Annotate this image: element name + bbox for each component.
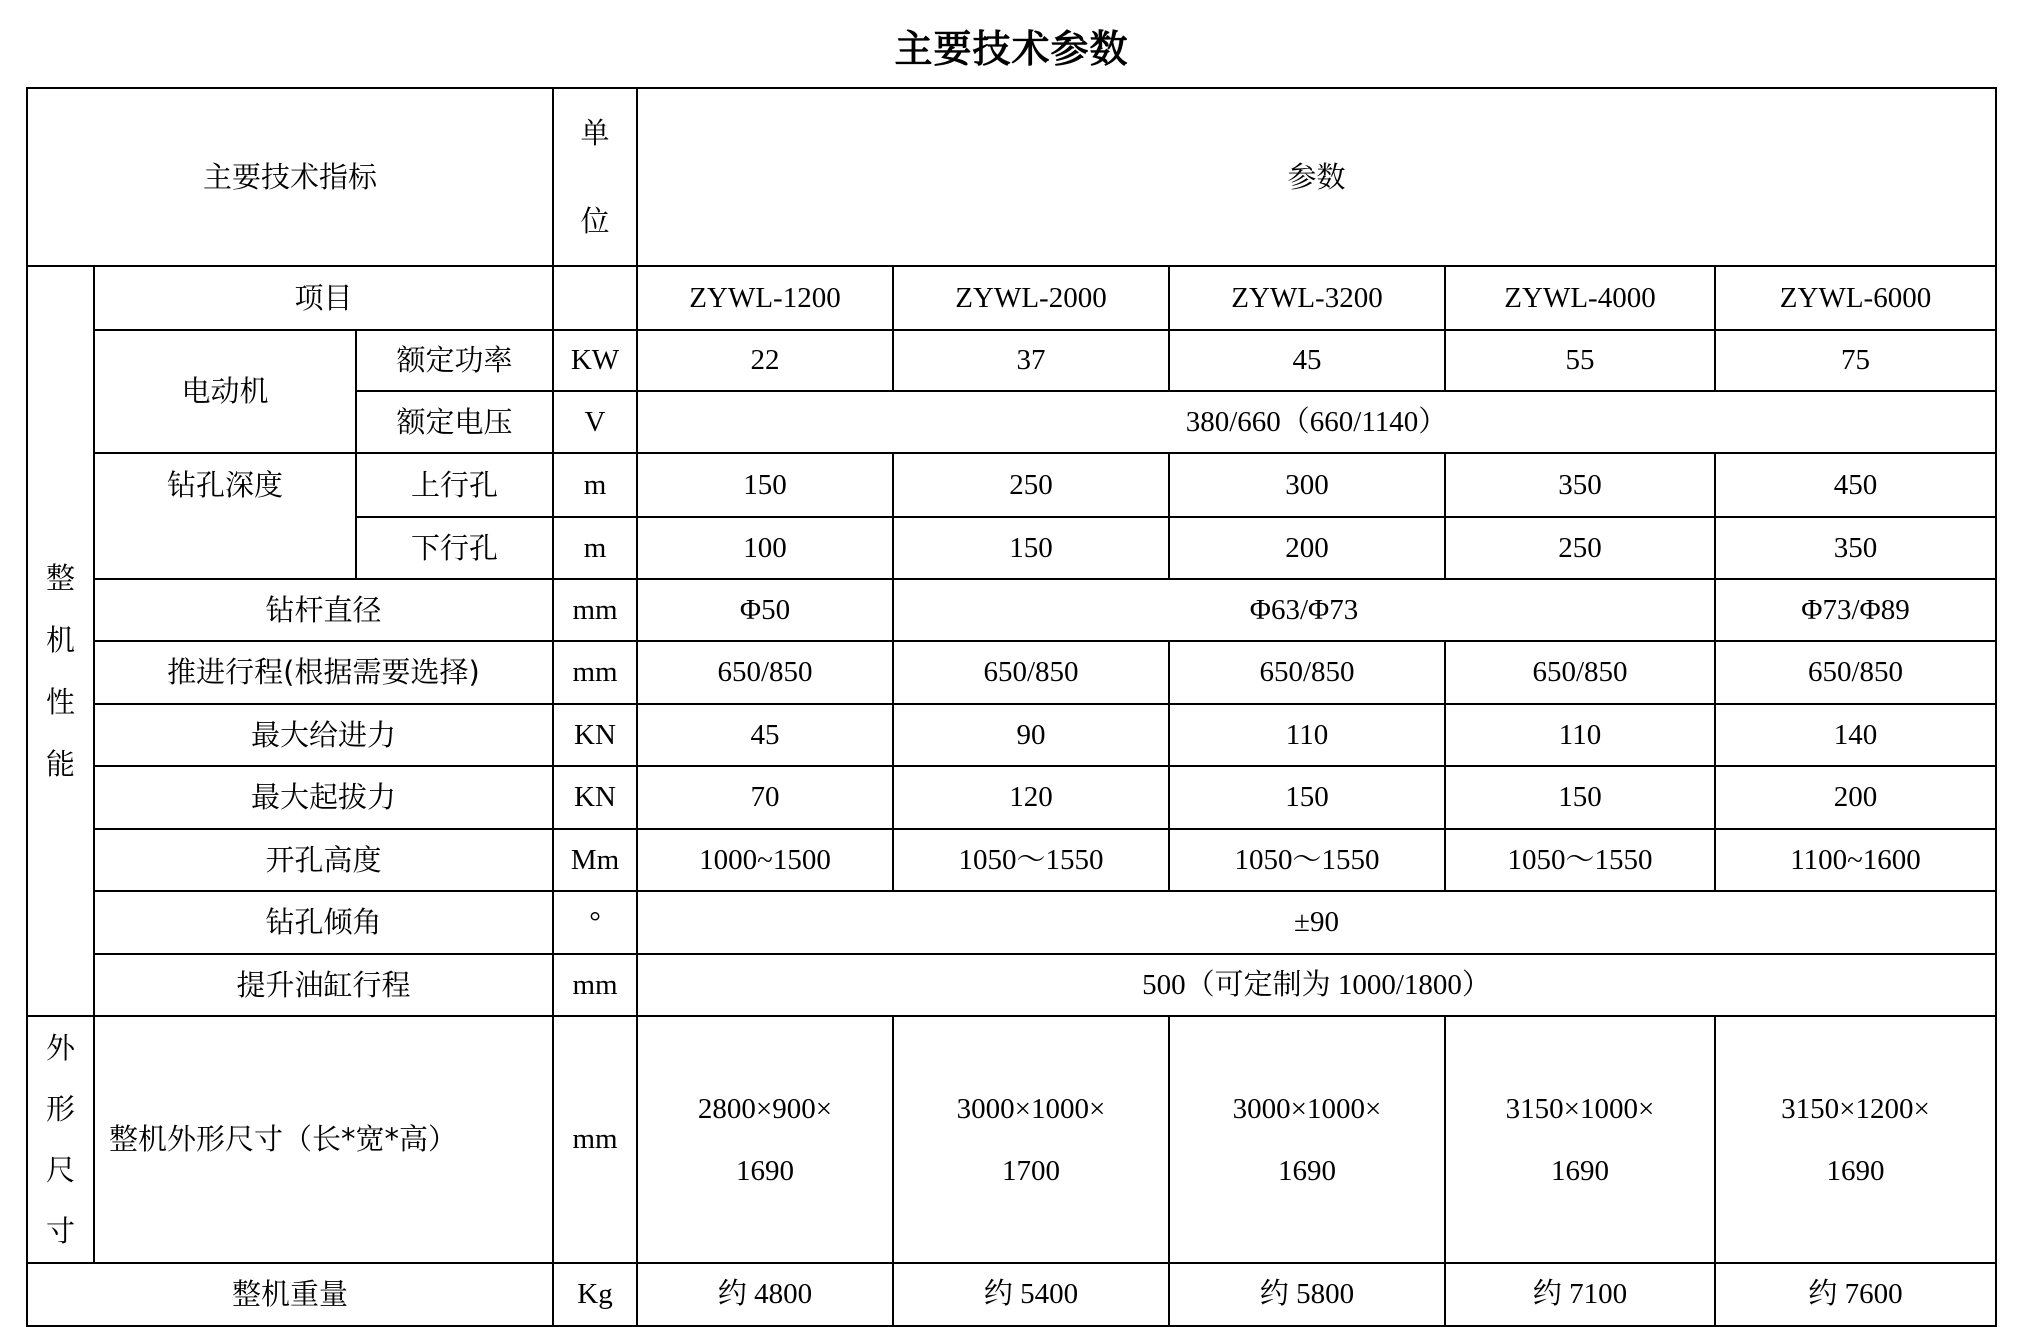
group-char: 整	[45, 561, 75, 595]
value-cell: 650/850	[1715, 641, 1996, 704]
unit-cell: °	[553, 891, 637, 954]
value-cell: 45	[637, 704, 893, 766]
row-label: 开孔高度	[94, 829, 553, 891]
table-row-models	[27, 266, 1996, 330]
value-cell: Φ63/Φ73	[893, 579, 1715, 641]
row-group-label: 电动机	[94, 330, 356, 453]
value-cell	[1169, 1016, 1445, 1263]
value-cell: 350	[1445, 453, 1715, 517]
dim-line: 1700	[1002, 1154, 1060, 1187]
group-char: 尺	[45, 1152, 75, 1187]
table-row-max-pull-force	[27, 766, 1996, 829]
unit-cell: m	[553, 453, 637, 517]
row-label: 额定电压	[356, 391, 553, 453]
model-cell: ZYWL-2000	[893, 266, 1169, 330]
dim-line: 1690	[1826, 1154, 1885, 1187]
row-label: 整机重量	[27, 1263, 553, 1326]
value-cell: 1100~1600	[1715, 829, 1996, 891]
value-cell: 100	[637, 517, 893, 579]
table-row-lift-stroke	[27, 954, 1996, 1016]
header-unit-char: 位	[580, 204, 610, 238]
group-char: 能	[45, 747, 75, 781]
unit-cell: mm	[553, 579, 637, 641]
unit-cell	[553, 266, 637, 330]
value-cell: 650/850	[1445, 641, 1715, 704]
value-cell: 140	[1715, 704, 1996, 766]
group-char: 外	[45, 1030, 75, 1065]
value-cell: 1000~1500	[637, 829, 893, 891]
value-cell: 约 4800	[637, 1263, 893, 1326]
value-cell: 55	[1445, 330, 1715, 391]
dim-line: 3000×1000×	[1232, 1092, 1382, 1125]
table-row-drill-angle	[27, 891, 1996, 954]
row-label: 提升油缸行程	[94, 954, 553, 1016]
value-cell: 650/850	[637, 641, 893, 704]
row-label: 额定功率	[356, 330, 553, 391]
unit-cell: KW	[553, 330, 637, 391]
row-label: 最大起拔力	[94, 766, 553, 829]
value-cell: 150	[893, 517, 1169, 579]
value-cell: Φ50	[637, 579, 893, 641]
row-label: 下行孔	[356, 517, 553, 579]
model-cell: ZYWL-4000	[1445, 266, 1715, 330]
model-cell: ZYWL-1200	[637, 266, 893, 330]
value-cell: 90	[893, 704, 1169, 766]
row-label: 推进行程(根据需要选择)	[94, 641, 553, 704]
value-cell: 22	[637, 330, 893, 391]
group-char: 机	[45, 623, 75, 657]
dim-line: 1690	[1278, 1154, 1336, 1187]
row-label: 项目	[94, 266, 553, 330]
value-cell: 110	[1169, 704, 1445, 766]
table-row-weight	[27, 1263, 1996, 1326]
row-label: 上行孔	[356, 453, 553, 517]
header-row	[27, 88, 1996, 266]
value-cell: 110	[1445, 704, 1715, 766]
header-unit-char: 单	[580, 116, 610, 150]
value-cell: 200	[1715, 766, 1996, 829]
dim-line: 1690	[736, 1154, 794, 1187]
row-label: 钻孔倾角	[94, 891, 553, 954]
value-cell	[1445, 1016, 1715, 1263]
unit-cell: mm	[553, 1016, 637, 1263]
value-cell: 37	[893, 330, 1169, 391]
value-cell: 约 5400	[893, 1263, 1169, 1326]
value-cell: 150	[1445, 766, 1715, 829]
dim-line: 3150×1200×	[1781, 1092, 1930, 1125]
value-cell: 75	[1715, 330, 1996, 391]
value-cell: 150	[637, 453, 893, 517]
unit-cell: KN	[553, 704, 637, 766]
value-cell: 250	[893, 453, 1169, 517]
value-cell: 650/850	[1169, 641, 1445, 704]
header-indicator: 主要技术指标	[27, 88, 553, 266]
group-char: 寸	[45, 1213, 75, 1248]
header-unit	[553, 88, 637, 266]
unit-cell: Kg	[553, 1263, 637, 1326]
row-label: 钻杆直径	[94, 579, 553, 641]
row-group-label: 钻孔深度	[94, 453, 356, 579]
value-cell: 1050～1550	[1445, 829, 1715, 891]
group-label-performance	[27, 266, 94, 1016]
unit-cell: mm	[553, 954, 637, 1016]
unit-cell: m	[553, 517, 637, 579]
unit-cell: Mm	[553, 829, 637, 891]
value-cell: 约 5800	[1169, 1263, 1445, 1326]
table-row-motor-power	[27, 330, 1996, 391]
unit-cell: mm	[553, 641, 637, 704]
table-row-rod-diameter	[27, 579, 1996, 641]
dim-line: 3150×1000×	[1505, 1092, 1655, 1125]
value-cell: 650/850	[893, 641, 1169, 704]
value-cell	[1715, 1016, 1996, 1263]
group-char: 形	[45, 1091, 75, 1126]
value-cell: 70	[637, 766, 893, 829]
value-cell: 约 7100	[1445, 1263, 1715, 1326]
dim-line: 3000×1000×	[956, 1092, 1106, 1125]
model-cell: ZYWL-3200	[1169, 266, 1445, 330]
value-cell: 250	[1445, 517, 1715, 579]
value-cell: 1050～1550	[1169, 829, 1445, 891]
value-cell: 120	[893, 766, 1169, 829]
unit-cell: KN	[553, 766, 637, 829]
value-cell	[893, 1016, 1169, 1263]
value-cell: 350	[1715, 517, 1996, 579]
table-row-max-feed-force	[27, 704, 1996, 766]
value-cell: 380/660（660/1140）	[637, 391, 1996, 453]
table-row-feed-stroke	[27, 641, 1996, 704]
header-params: 参数	[637, 88, 1996, 266]
dim-line: 1690	[1551, 1154, 1609, 1187]
value-cell: 450	[1715, 453, 1996, 517]
row-label: 整机外形尺寸（长*宽*高）	[94, 1016, 553, 1263]
value-cell: 200	[1169, 517, 1445, 579]
model-cell: ZYWL-6000	[1715, 266, 1996, 330]
value-cell: 150	[1169, 766, 1445, 829]
group-label-dimensions	[27, 1016, 94, 1263]
group-char: 性	[45, 685, 75, 719]
row-label: 最大给进力	[94, 704, 553, 766]
value-cell	[637, 1016, 893, 1263]
value-cell: ±90	[637, 891, 1996, 954]
value-cell: 1050～1550	[893, 829, 1169, 891]
table-row-hole-height	[27, 829, 1996, 891]
value-cell: Φ73/Φ89	[1715, 579, 1996, 641]
value-cell: 45	[1169, 330, 1445, 391]
unit-cell: V	[553, 391, 637, 453]
page-title: 主要技术参数	[894, 27, 1129, 71]
dim-line: 2800×900×	[697, 1092, 833, 1125]
spec-table	[26, 87, 1997, 1327]
value-cell: 约 7600	[1715, 1263, 1996, 1326]
table-row-overall-dims	[27, 1016, 1996, 1263]
value-cell: 500（可定制为 1000/1800）	[637, 954, 1996, 1016]
table-row-depth-up	[27, 453, 1996, 517]
value-cell: 300	[1169, 453, 1445, 517]
